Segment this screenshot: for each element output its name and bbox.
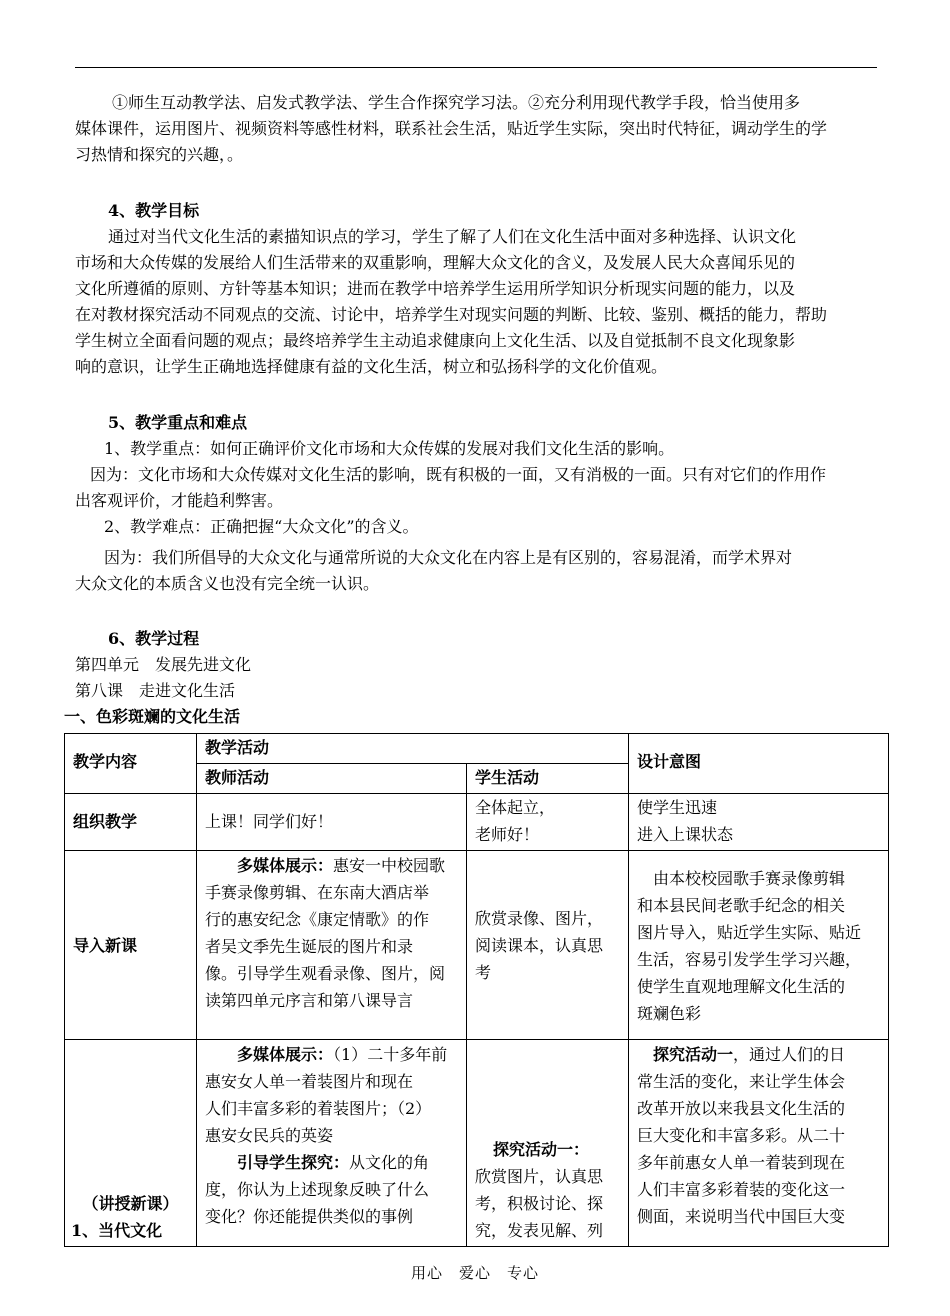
section5-heading: 5、教学重点和难点 <box>108 413 248 432</box>
row1-student-cell <box>467 794 629 851</box>
section5-line-3: 出客观评价，才能趋利弊害。 <box>75 491 284 510</box>
methods-line-2: 媒体课件，运用图片、视频资料等感性材料，联系社会生活，贴近学生实际，突出时代特征，调动学生的学 <box>75 119 828 138</box>
row2-teacher-line: 者吴文季先生诞辰的图片和录 <box>205 937 414 956</box>
row3-teacher-cell <box>197 1040 467 1247</box>
row3-teacher-line: 惠安女民兵的英姿 <box>205 1126 334 1145</box>
table-row <box>65 794 889 851</box>
row3-teacher-line: （1）二十多年前 <box>333 1045 448 1064</box>
header-rule <box>75 67 877 68</box>
row3-intent-line: ，通过人们的日 <box>733 1045 846 1064</box>
row1-teacher-cell <box>197 794 467 851</box>
unit-title: 第四单元 发展先进文化 <box>75 655 252 674</box>
table-row <box>65 851 889 1040</box>
lesson-table <box>64 733 889 1247</box>
row3-intent-line: 改革开放以来我县文化生活的 <box>637 1099 846 1118</box>
header-teacher: 教师活动 <box>205 768 270 787</box>
section6-heading: 6、教学过程 <box>108 629 200 648</box>
row2-teacher-line: 行的惠安纪念《康定情歌》的作 <box>205 910 430 929</box>
row2-intent-line: 图片导入，贴近学生实际、贴近 <box>637 923 862 942</box>
row2-intent-line: 和本县民间老歌手纪念的相关 <box>637 896 846 915</box>
row3-teacher2-line: 度，你认为上述现象反映了什么 <box>205 1180 430 1199</box>
section5-line-5: 因为：我们所倡导的大众文化与通常所说的大众文化在内容上是有区别的，容易混淆，而学术界对 <box>104 548 793 567</box>
methods-line-3: 习热情和探究的兴趣，。 <box>75 145 244 164</box>
section4-line-4: 在对教材探究活动不同观点的交流、讨论中，培养学生对现实问题的判断、比较、鉴别、概括的能力，帮助 <box>75 305 828 324</box>
row1-content-cell <box>65 794 197 851</box>
row3-intent-line: 人们丰富多彩着装的变化这一 <box>637 1180 846 1199</box>
row3-student-line: 考，积极讨论、探 <box>475 1194 604 1213</box>
row3-student-line: 欣赏图片，认真思 <box>475 1167 604 1186</box>
row2-intent-line: 由本校校园歌手赛录像剪辑 <box>653 869 846 888</box>
page-footer: 用心 爱心 专心 <box>410 1264 539 1282</box>
section4-heading: 4、教学目标 <box>108 201 200 220</box>
row2-intent-cell <box>629 851 889 1040</box>
row1-teacher: 上课！同学们好！ <box>205 811 334 831</box>
row1-student-line: 老师好！ <box>475 825 540 844</box>
header-student-cell <box>467 764 629 794</box>
section4-line-2: 市场和大众传媒的发展给人们生活带来的双重影响，理解大众文化的含义，及发展人民大众喜闻乐见的 <box>75 253 796 272</box>
row2-student-line: 考 <box>475 963 492 982</box>
section5-line-4: 2、教学难点：正确把握“大众文化”的含义。 <box>104 517 419 536</box>
header-activity: 教学活动 <box>205 738 270 757</box>
row2-student-line: 欣赏录像、图片， <box>475 909 604 928</box>
row3-intent-cell <box>629 1040 889 1247</box>
row2-teacher-line: 手赛录像剪辑、在东南大酒店举 <box>205 883 430 902</box>
row3-teacher-lead: 多媒体展示： <box>237 1045 334 1064</box>
row3-teacher-line: 人们丰富多彩的着装图片；（2） <box>205 1099 432 1118</box>
header-activity-cell <box>197 734 629 764</box>
row1-content: 组织教学 <box>73 811 138 831</box>
row2-teacher-line: 惠安一中校园歌 <box>333 856 446 875</box>
row3-teacher-lead2: 引导学生探究： <box>237 1153 350 1172</box>
row3-student-cell <box>467 1040 629 1247</box>
row1-intent-line: 进入上课状态 <box>637 825 734 844</box>
methods-line-1: ①师生互动教学法、启发式教学法、学生合作探究学习法。②充分利用现代教学手段，恰当使用多 <box>112 93 801 112</box>
row2-content-cell <box>65 851 197 1040</box>
row3-intent-line: 多年前惠女人单一着装到现在 <box>637 1153 846 1172</box>
section4-line-1: 通过对当代文化生活的素描知识点的学习，学生了解了人们在文化生活中面对多种选择、认识文化 <box>108 227 797 246</box>
row3-content-line: （讲授新课） <box>82 1194 179 1213</box>
table-row <box>65 1040 889 1247</box>
row3-teacher2-line: 变化？你还能提供类似的事例 <box>205 1207 414 1226</box>
section5-line-6: 大众文化的本质含义也没有完全统一认识。 <box>75 574 380 593</box>
row3-teacher-line: 惠安女人单一着装图片和现在 <box>205 1072 414 1091</box>
row1-intent-cell <box>629 794 889 851</box>
row2-student-cell <box>467 851 629 1040</box>
row2-intent-line: 使学生直观地理解文化生活的 <box>637 977 846 996</box>
row3-intent-line: 巨大变化和丰富多彩。从二十 <box>637 1126 846 1145</box>
row2-teacher-lead: 多媒体展示： <box>237 856 334 875</box>
header-intent: 设计意图 <box>637 751 702 771</box>
row3-intent-line: 侧面，来说明当代中国巨大变 <box>637 1207 846 1226</box>
header-content-cell <box>65 734 197 794</box>
section4-line-3: 文化所遵循的原则、方针等基本知识；进而在教学中培养学生运用所学知识分析现实问题的能力，以及 <box>75 279 796 298</box>
section5-line-1: 1、教学重点：如何正确评价文化市场和大众传媒的发展对我们文化生活的影响。 <box>104 439 675 458</box>
row2-teacher-line: 像。引导学生观看录像、图片，阅 <box>205 964 446 983</box>
row3-content-line: 1、当代文化 <box>71 1221 163 1240</box>
row2-student-line: 阅读课本，认真思 <box>475 936 604 955</box>
header-content: 教学内容 <box>73 751 138 771</box>
row2-teacher-cell <box>197 851 467 1040</box>
row1-student-line: 全体起立， <box>475 798 556 817</box>
row2-intent-line: 生活，容易引发学生学习兴趣， <box>637 950 862 969</box>
row1-intent-line: 使学生迅速 <box>637 798 718 817</box>
row2-teacher-line: 读第四单元序言和第八课导言 <box>205 991 414 1010</box>
row2-content: 导入新课 <box>73 935 138 955</box>
header-student: 学生活动 <box>475 768 540 787</box>
lesson-title: 第八课 走进文化生活 <box>75 681 236 700</box>
section4-line-6: 响的意识，让学生正确地选择健康有益的文化生活，树立和弘扬科学的文化价值观。 <box>75 357 668 376</box>
header-intent-cell <box>629 734 889 794</box>
section5-line-2: 因为：文化市场和大众传媒对文化生活的影响，既有积极的一面，又有消极的一面。只有对它们的作用作 <box>90 465 827 484</box>
row3-teacher2-line: 从文化的角 <box>349 1153 430 1172</box>
row3-intent-lead: 探究活动一 <box>653 1045 734 1064</box>
row3-content-cell <box>65 1040 197 1247</box>
header-teacher-cell <box>197 764 467 794</box>
row2-intent-line: 斑斓色彩 <box>637 1004 702 1023</box>
section4-line-5: 学生树立全面看问题的观点；最终培养学生主动追求健康向上文化生活、以及自觉抵制不良文化现象影 <box>75 331 796 350</box>
row3-student-lead: 探究活动一： <box>493 1140 590 1159</box>
row3-student-line: 究，发表见解、列 <box>475 1221 604 1240</box>
part-title: 一、色彩斑斓的文化生活 <box>64 707 241 726</box>
row3-intent-line: 常生活的变化，来让学生体会 <box>637 1072 846 1091</box>
